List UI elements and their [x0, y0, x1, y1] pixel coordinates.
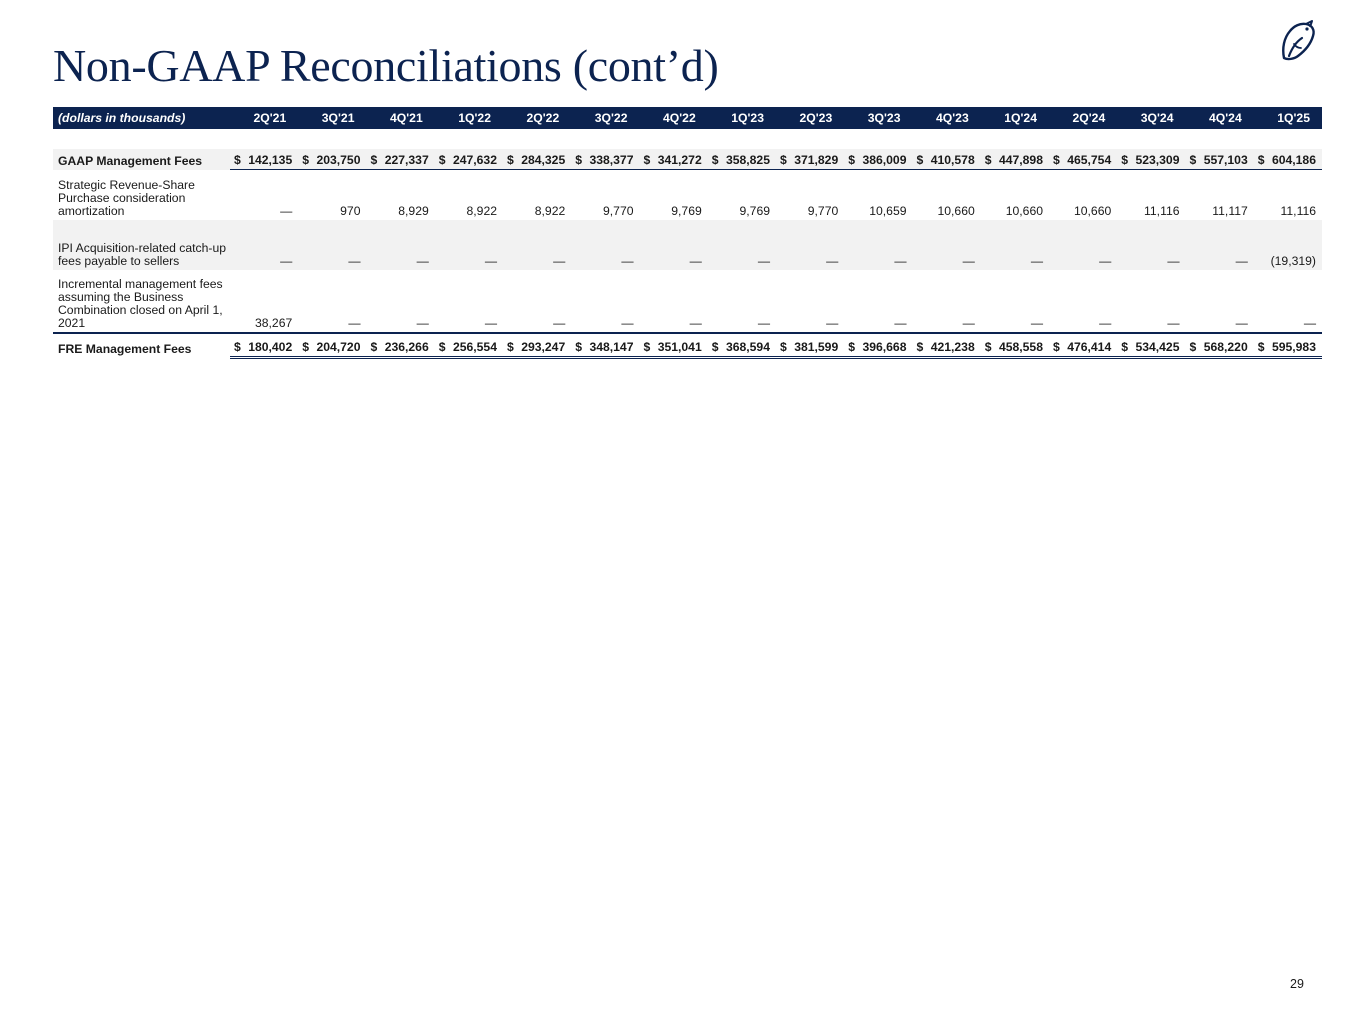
fre-management-fees-row [53, 333, 1322, 358]
cell-value: 11,116 [1280, 204, 1316, 218]
currency-symbol: $ [984, 153, 992, 167]
cell-value: — [298, 270, 366, 333]
currency-symbol: $ [916, 153, 924, 167]
currency-symbol: $ [234, 340, 241, 354]
cell-value: 227,337 [384, 153, 429, 167]
currency-cell [981, 333, 1049, 358]
currency-symbol: $ [1053, 153, 1060, 167]
cell-value: 568,220 [1203, 340, 1248, 354]
currency-symbol: $ [1257, 340, 1265, 354]
currency-symbol: $ [1189, 340, 1197, 354]
currency-cell [1049, 333, 1117, 358]
cell-value: 10,660 [937, 204, 975, 218]
currency-symbol: $ [848, 340, 856, 354]
currency-symbol: $ [438, 153, 446, 167]
cell-value: 358,825 [725, 153, 770, 167]
cell-value: 351,041 [657, 340, 702, 354]
currency-cell [435, 333, 503, 358]
currency-cell [981, 149, 1049, 170]
currency-cell [503, 149, 571, 170]
cell-value: — [1186, 270, 1254, 333]
cell-value: 8,929 [398, 204, 429, 218]
cell-value: 338,377 [589, 153, 634, 167]
cell-value: 10,660 [1005, 204, 1043, 218]
currency-symbol: $ [711, 340, 719, 354]
cell-value: — [981, 220, 1049, 270]
gaap-management-fees-row [53, 149, 1322, 170]
column-header: 1Q'22 [435, 107, 503, 129]
cell-value: 256,554 [452, 340, 497, 354]
cell-value: — [230, 220, 298, 270]
currency-symbol: $ [302, 340, 310, 354]
cell-value: 604,186 [1271, 153, 1316, 167]
currency-symbol: $ [1189, 153, 1197, 167]
currency-cell [640, 333, 708, 358]
cell-value: 368,594 [725, 340, 770, 354]
cell-value: 180,402 [248, 340, 293, 354]
cell-value: — [298, 220, 366, 270]
currency-cell [776, 149, 844, 170]
cell-value: 534,425 [1135, 340, 1180, 354]
currency-symbol: $ [1257, 153, 1265, 167]
cell-value: 9,770 [807, 204, 839, 218]
currency-cell [913, 149, 981, 170]
cell-value: 10,659 [869, 204, 907, 218]
currency-symbol: $ [1121, 340, 1129, 354]
currency-cell [435, 149, 503, 170]
cell-value: — [435, 270, 503, 333]
cell-value: — [776, 220, 844, 270]
currency-symbol: $ [780, 340, 787, 354]
currency-symbol: $ [643, 153, 651, 167]
column-header: 4Q'21 [367, 107, 435, 129]
cell-value: 284,325 [521, 153, 566, 167]
row-label: IPI Acquisition-related catch-up fees payable to sellers [53, 220, 230, 270]
currency-symbol: $ [711, 153, 719, 167]
column-header: 2Q'22 [503, 107, 571, 129]
cell-value: 447,898 [998, 153, 1043, 167]
column-header: 3Q'22 [571, 107, 639, 129]
cell-value: 410,578 [930, 153, 975, 167]
bird-logo-icon [1276, 18, 1318, 64]
cell-value: 11,117 [1212, 204, 1248, 218]
column-header: 3Q'24 [1117, 107, 1185, 129]
currency-symbol: $ [302, 153, 310, 167]
currency-symbol: $ [438, 340, 446, 354]
page-number: 29 [1290, 977, 1304, 991]
incremental-management-fees-row [53, 270, 1322, 333]
cell-value: — [1049, 220, 1117, 270]
cell-value: — [571, 270, 639, 333]
cell-value: — [844, 270, 912, 333]
cell-value: 396,668 [862, 340, 907, 354]
cell-value: — [640, 220, 708, 270]
cell-value: 203,750 [316, 153, 361, 167]
currency-symbol: $ [575, 153, 583, 167]
currency-cell [844, 333, 912, 358]
column-header: 4Q'23 [913, 107, 981, 129]
spacer-row [53, 129, 1322, 149]
cell-value: — [708, 270, 776, 333]
cell-value: — [640, 270, 708, 333]
cell-value: 465,754 [1067, 153, 1112, 167]
cell-value: 10,660 [1073, 204, 1112, 218]
currency-cell [1117, 333, 1185, 358]
currency-cell [571, 149, 639, 170]
currency-symbol: $ [848, 153, 856, 167]
column-header: 4Q'22 [640, 107, 708, 129]
currency-cell [1186, 149, 1254, 170]
cell-value: — [367, 270, 435, 333]
currency-cell [1254, 149, 1322, 170]
currency-cell [1049, 149, 1117, 170]
cell-value: 204,720 [316, 340, 361, 354]
cell-value: — [367, 220, 435, 270]
cell-value: — [503, 220, 571, 270]
cell-value: 247,632 [452, 153, 497, 167]
cell-value: 38,267 [230, 270, 298, 333]
units-header: (dollars in thousands) [53, 107, 230, 129]
currency-symbol: $ [984, 340, 992, 354]
reconciliation-table [53, 107, 1322, 359]
cell-value: — [503, 270, 571, 333]
cell-value: — [776, 270, 844, 333]
currency-cell [708, 333, 776, 358]
table-header-row [53, 107, 1322, 129]
currency-cell [776, 333, 844, 358]
ipi-catch-up-fees-row [53, 220, 1322, 270]
cell-value: 8,922 [534, 204, 566, 218]
cell-value: — [1049, 270, 1117, 333]
cell-value: 970 [340, 204, 361, 218]
currency-symbol: $ [643, 340, 651, 354]
currency-symbol: $ [916, 340, 924, 354]
currency-cell [1186, 333, 1254, 358]
cell-value: 421,238 [930, 340, 975, 354]
cell-value: 371,829 [794, 153, 839, 167]
cell-value: — [913, 220, 981, 270]
cell-value: (19,319) [1254, 220, 1322, 270]
cell-value: 595,983 [1271, 340, 1316, 354]
column-header: 3Q'23 [844, 107, 912, 129]
cell-value: — [571, 220, 639, 270]
currency-cell [230, 333, 298, 358]
cell-value: 476,414 [1067, 340, 1112, 354]
row-label: GAAP Management Fees [53, 149, 230, 170]
currency-symbol: $ [370, 153, 378, 167]
cell-value: — [1117, 270, 1185, 333]
revenue-share-amortization-row [53, 170, 1322, 221]
cell-value: — [1186, 220, 1254, 270]
cell-value: 381,599 [794, 340, 839, 354]
cell-value: — [1254, 270, 1322, 333]
cell-value: 293,247 [521, 340, 566, 354]
cell-value: 8,922 [466, 204, 497, 218]
currency-cell [298, 333, 366, 358]
currency-symbol: $ [1121, 153, 1129, 167]
column-header: 2Q'23 [776, 107, 844, 129]
column-header: 1Q'24 [981, 107, 1049, 129]
cell-value: 236,266 [384, 340, 429, 354]
cell-value: — [435, 220, 503, 270]
cell-value: 348,147 [589, 340, 634, 354]
currency-cell [1254, 333, 1322, 358]
row-label: FRE Management Fees [58, 341, 192, 356]
cell-value: 523,309 [1135, 153, 1180, 167]
currency-cell [367, 149, 435, 170]
cell-value: — [1117, 220, 1185, 270]
column-header: 3Q'21 [298, 107, 366, 129]
currency-symbol: $ [507, 153, 514, 167]
column-header: 2Q'24 [1049, 107, 1117, 129]
column-header: 1Q'23 [708, 107, 776, 129]
currency-cell [367, 333, 435, 358]
cell-value: — [981, 270, 1049, 333]
cell-value: 9,770 [603, 204, 634, 218]
cell-value: — [280, 204, 293, 218]
column-header: 1Q'25 [1254, 107, 1322, 129]
row-label: Incremental management fees assuming the Business Combination closed on April 1, 2021 [53, 270, 230, 333]
cell-value: 142,135 [248, 153, 293, 167]
cell-value: 11,116 [1144, 204, 1180, 218]
cell-value: — [708, 220, 776, 270]
page-title: Non-GAAP Reconciliations (cont’d) [53, 40, 719, 91]
currency-symbol: $ [234, 153, 241, 167]
cell-value: 9,769 [671, 204, 702, 218]
currency-symbol: $ [1053, 340, 1060, 354]
currency-cell [708, 149, 776, 170]
currency-cell [1117, 149, 1185, 170]
cell-value: — [844, 220, 912, 270]
row-label: Strategic Revenue-Share Purchase consideration amortization [58, 178, 195, 218]
cell-value: — [913, 270, 981, 333]
currency-cell [640, 149, 708, 170]
column-header: 2Q'21 [230, 107, 298, 129]
currency-cell [503, 333, 571, 358]
cell-value: 386,009 [862, 153, 907, 167]
currency-cell [571, 333, 639, 358]
currency-cell [298, 149, 366, 170]
currency-symbol: $ [575, 340, 583, 354]
currency-cell [230, 149, 298, 170]
cell-value: 557,103 [1203, 153, 1248, 167]
cell-value: 458,558 [998, 340, 1043, 354]
currency-symbol: $ [507, 340, 514, 354]
currency-symbol: $ [370, 340, 378, 354]
column-header: 4Q'24 [1186, 107, 1254, 129]
cell-value: 9,769 [739, 204, 770, 218]
currency-cell [913, 333, 981, 358]
cell-value: 341,272 [657, 153, 702, 167]
currency-symbol: $ [780, 153, 787, 167]
currency-cell [844, 149, 912, 170]
